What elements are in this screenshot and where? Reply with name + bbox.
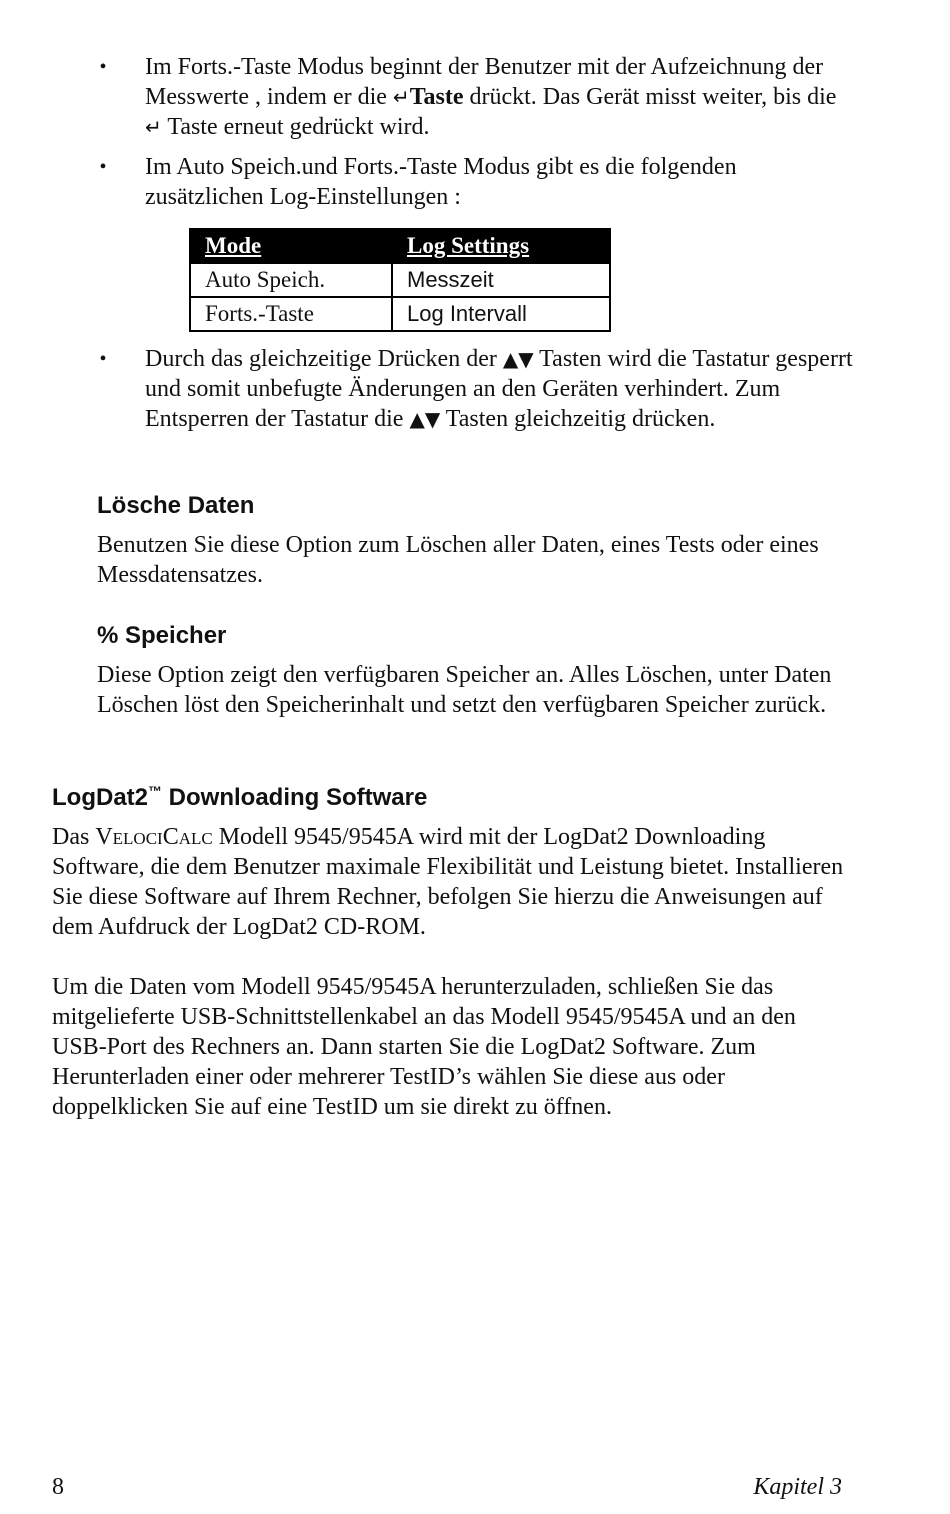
log-settings-table (189, 228, 611, 332)
paragraph: Um die Daten vom Modell 9545/9545A herunterzuladen, schließen Sie das mitgelieferte USB-Schnittstellenkabel an das Modell 9545/9545A und an den USB-Port des Rechners an. Dann starten Sie die LogDat2 Software. Zum Herunterladen einer oder mehrerer TestID’s wählen Sie diese aus oder doppelklicken Sie auf eine TestID um sie direkt zu öffnen. (52, 974, 796, 1120)
section-heading: LogDat2™ Downloading Software (52, 783, 428, 811)
bullet-item-auto-speich (97, 152, 857, 332)
section-speicher (97, 622, 857, 720)
bullet-dot-icon: • (99, 156, 107, 178)
table-header-mode: Mode (190, 229, 392, 263)
brand-name: VelociCalc (95, 824, 213, 850)
table-header-row (190, 229, 610, 263)
bullet-dot-icon: • (99, 56, 107, 78)
table-row (190, 263, 610, 297)
page-number: 8 (52, 1474, 64, 1500)
table-cell-mode: Forts.-Taste (190, 297, 392, 331)
table-cell-setting: Messzeit (392, 263, 610, 297)
table-cell-setting: Log Intervall (392, 297, 610, 331)
table-header-log-settings: Log Settings (392, 229, 610, 263)
section-logdat2 (52, 784, 852, 1152)
enter-key-icon: ↵ (392, 85, 410, 109)
bullet-text: Durch das gleichzeitige Drücken der ▲▼ Tasten wird die Tastatur gesperrt und somit unbefugte Änderungen an den Geräten verhindert. Zum Entsperren der Tastatur die ▲▼ Tasten gleichzeitig drücken. (145, 346, 853, 432)
bullet-item-keylock (97, 344, 857, 434)
bullet-dot-icon: • (99, 348, 107, 370)
section-body: Diese Option zeigt den verfügbaren Speicher an. Alles Löschen, unter Daten Löschen löst den Speicherinhalt und setzt den verfügbaren Speicher zurück. (97, 662, 832, 718)
bullet-text: Im Forts.-Taste Modus beginnt der Benutzer mit der Aufzeichnung der Messwerte , indem er die ↵Taste drückt. Das Gerät misst weiter, bis die ↵ Taste erneut gedrückt wird. (145, 54, 837, 140)
up-down-arrows-icon: ▲▼ (502, 347, 534, 371)
up-down-arrows-icon: ▲▼ (409, 407, 441, 431)
table-row (190, 297, 610, 331)
bullet-text: Im Auto Speich.und Forts.-Taste Modus gibt es die folgenden zusätzlichen Log-Einstellungen : (145, 154, 737, 210)
trademark-symbol: ™ (148, 783, 162, 799)
section-body: Benutzen Sie diese Option zum Löschen aller Daten, eines Tests oder eines Messdatensatzes. (97, 532, 819, 588)
table-cell-mode: Auto Speich. (190, 263, 392, 297)
section-heading: Lösche Daten (97, 492, 255, 519)
section-loesche-daten (97, 492, 857, 590)
bullet-item-forts-taste (97, 52, 857, 142)
section-heading: % Speicher (97, 622, 227, 649)
bullet-list (97, 52, 857, 444)
chapter-label: Kapitel 3 (753, 1474, 842, 1500)
paragraph: Das VelociCalc Modell 9545/9545A wird mit der LogDat2 Downloading Software, die dem Benutzer maximale Flexibilität und Leistung bietet. Installieren Sie diese Software auf Ihrem Rechner, befolgen Sie hierzu die Anweisungen auf dem Aufdruck der LogDat2 CD-ROM. (52, 824, 844, 940)
enter-key-icon: ↵ (145, 115, 162, 139)
